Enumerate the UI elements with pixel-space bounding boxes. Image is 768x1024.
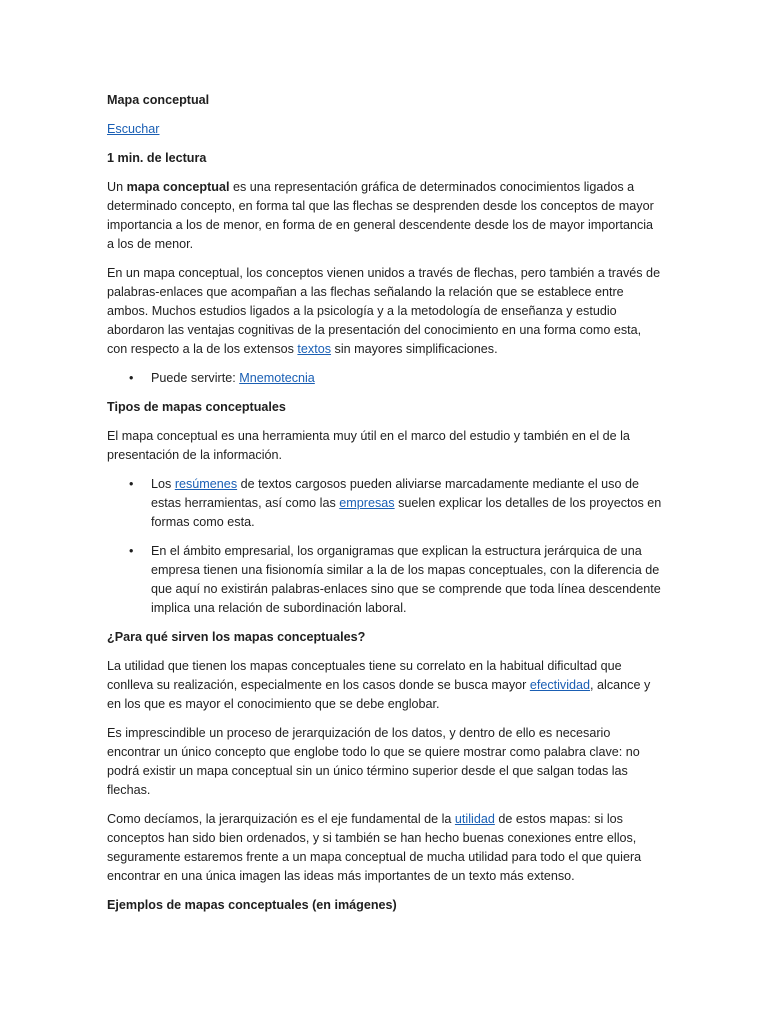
tool-paragraph: El mapa conceptual es una herramienta muy útil en el marco del estudio y también en el de la presentación de la información. [107,429,630,462]
resumenes-text-after: suelen explicar los detalles de los proyectos en formas como esta. [151,496,662,529]
axis-text-before: Como decíamos, la jerarquización es el eje fundamental de la [107,812,455,826]
intro-bold-term: mapa conceptual [126,180,230,194]
textos-link[interactable]: textos [297,342,332,356]
list-item-empresarial: • En el ámbito empresarial, los organigramas que explican la estructura jerárquica de una empresa tienen una fisionomía similar a la de los mapas conceptuales, con la diferencia de que aquí no existirán palabras-enlaces sino que se comprende que toda línea descendente implica una relación de subordinación laboral. [151,542,663,618]
servirte-text: Puede servirte: [151,371,240,385]
list-item-resumenes [151,475,663,532]
uses-list [107,475,663,618]
reading-time: 1 min. de lectura [107,151,207,165]
servirte-list [107,369,663,388]
utilidad-link[interactable]: utilidad [454,812,495,826]
list-item-servirte [151,369,663,388]
utility-paragraph [107,657,663,714]
resumenes-text-middle: de textos cargosos pueden aliviarse marcadamente mediante el uso de estas herramientas, así como las [151,477,639,510]
axis-paragraph [107,810,663,886]
resumenes-text-before: Los [151,477,175,491]
intro-lead: Un [107,180,127,194]
hierarchy-paragraph: Es imprescindible un proceso de jerarquización de los datos, y dentro de ello es necesario encontrar un único concepto que englobe todo lo que se quiere mostrar como palabra clave: no podrá existir un mapa conceptual sin un único término superior desde el que salgan todas las flechas. [107,726,640,797]
intro-paragraph [107,178,663,254]
concepts-text-after: sin mayores simplificaciones. [331,342,498,356]
resumenes-link[interactable]: resúmenes [174,477,238,491]
utility-text-before: La utilidad que tienen los mapas conceptuales tiene su correlato en la habitual dificultad que conlleva su realización, especialmente en los casos donde se busca mayor [107,659,622,692]
efectividad-link[interactable]: efectividad [529,678,591,692]
document-page [107,91,663,925]
heading-tipos: Tipos de mapas conceptuales [107,400,286,414]
axis-text-after: de estos mapas: si los conceptos han sido bien ordenados, y si también se han hecho buenas conexiones entre ellos, seguramente estaremos frente a un mapa conceptual de mucha utilidad para todo el que quiera encontrar en una única imagen las ideas más importantes de un texto más extenso. [107,812,642,883]
page-title: Mapa conceptual [107,93,210,107]
intro-rest: es una representación gráfica de determinados conocimientos ligados a determinado concepto, en forma tal que las flechas se desprenden desde los conceptos de mayor importancia a los de menor, en forma de en general descendente desde los de mayor importancia a los de menor. [107,180,654,251]
empresas-link[interactable]: empresas [339,496,395,510]
concepts-paragraph [107,264,663,359]
listen-link[interactable]: Escuchar [107,122,160,136]
heading-ejemplos: Ejemplos de mapas conceptuales (en imágenes) [107,898,397,912]
listen-paragraph [107,120,663,139]
heading-para-que: ¿Para qué sirven los mapas conceptuales? [107,630,366,644]
mnemotecnia-link[interactable]: Mnemotecnia [239,371,315,385]
utility-text-after: , alcance y en los que es mayor el conocimiento que se debe englobar. [107,678,651,711]
concepts-text-before: En un mapa conceptual, los conceptos vienen unidos a través de flechas, pero también a través de palabras-enlaces que acompañan a las flechas señalando la relación que se establece entre ambos. Muchos estudios ligados a la psicología y a la metodología de enseñanza y estudio abordaron las ventajas cognitivas de la presentación del conocimiento en una forma como esta, con respecto a la de los extensos [107,266,661,356]
